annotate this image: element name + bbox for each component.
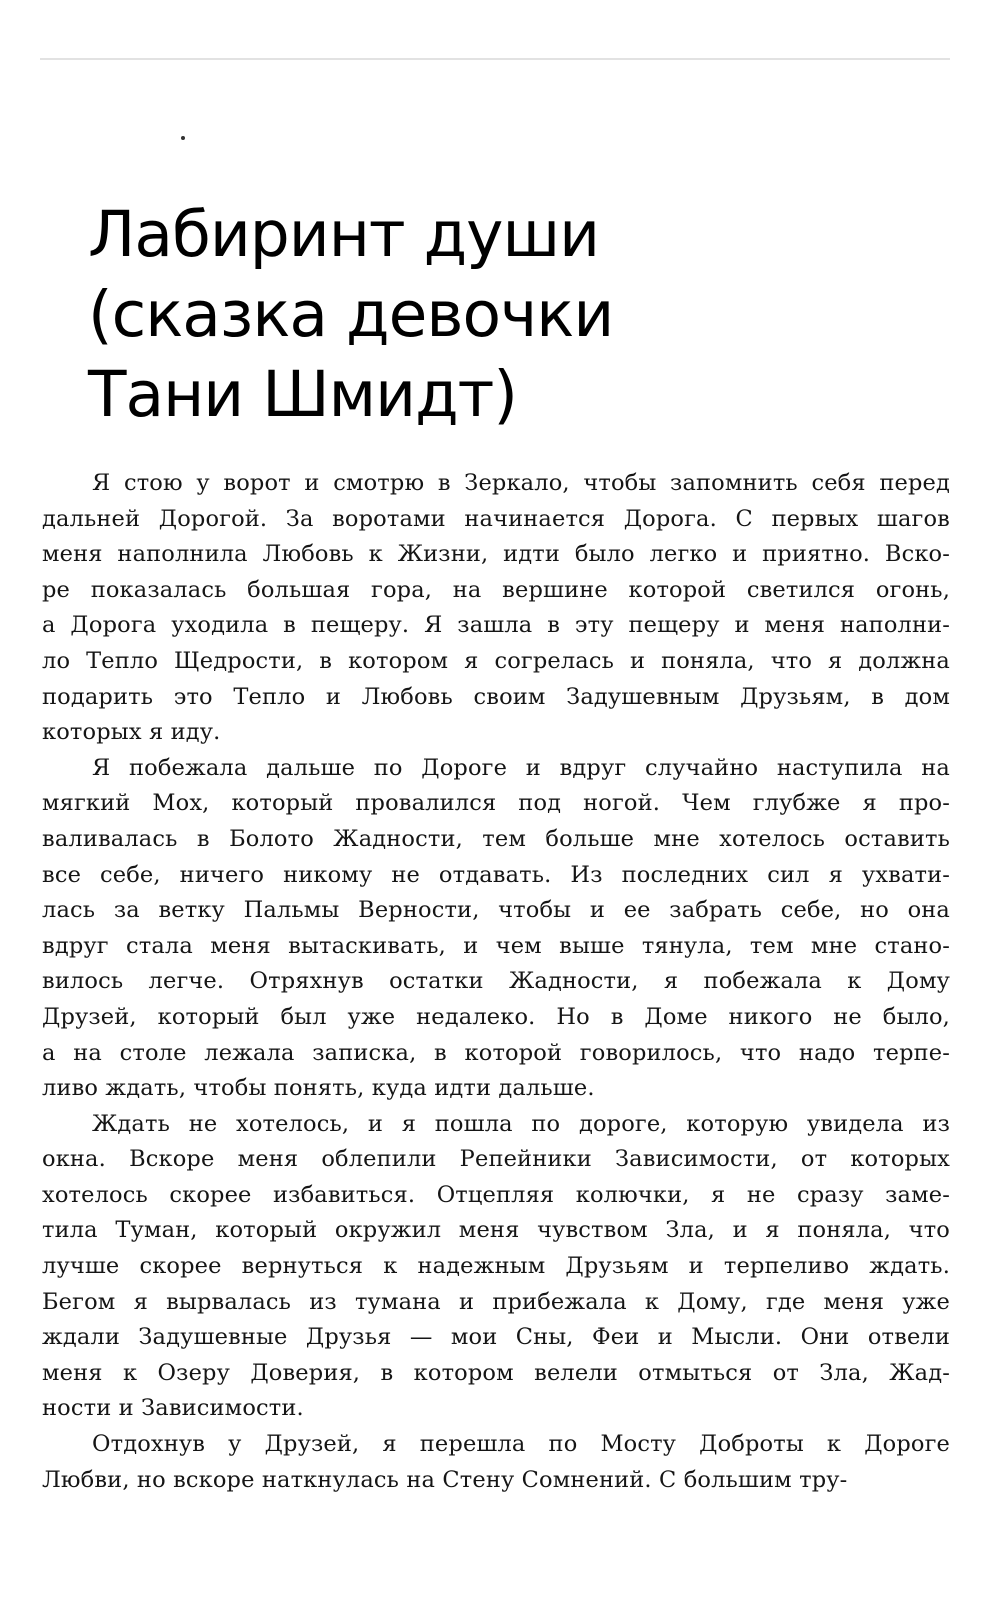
text-line: которых я иду.: [42, 719, 221, 746]
text-line: вилось легче. Отряхнув остатки Жадности, я побежала к Дому: [42, 968, 950, 995]
text-line: Ждать не хотелось, и я пошла по дороге, которую увидела из: [92, 1110, 950, 1137]
text-line: Я стою у ворот и смотрю в Зеркало, чтобы запомнить себя перед: [92, 470, 950, 496]
body-text: [42, 466, 950, 1498]
text-line: меня к Озеру Доверия, в котором велели отмыться от Зла, Жад-: [42, 1359, 950, 1386]
text-line: лучше скорее вернуться к надежным Друзьям и терпеливо ждать.: [42, 1253, 950, 1280]
text-line: Любви, но вскоре наткнулась на Стену Сомнений. С большим тру-: [42, 1466, 848, 1493]
text-line: ло Тепло Щедрости, в котором я согрелась и поняла, что я должна: [42, 647, 950, 674]
text-line: все себе, ничего никому не отдавать. Из последних сил я ухвати-: [42, 861, 950, 888]
text-line: хотелось скорее избавиться. Отцепляя колючки, я не сразу заме-: [42, 1181, 950, 1208]
text-line: а Дорога уходила в пещеру. Я зашла в эту пещеру и меня наполни-: [42, 612, 950, 639]
text-line: окна. Вскоре меня облепили Репейники Зависимости, от которых: [42, 1146, 950, 1173]
text-line: ливо ждать, чтобы понять, куда идти дальше.: [42, 1075, 595, 1102]
print-speck: [181, 136, 185, 140]
chapter-title: [88, 195, 848, 435]
paragraph: [42, 1427, 950, 1498]
text-line: тила Туман, который окружил меня чувством Зла, и я поняла, что: [42, 1217, 950, 1244]
paragraph: [42, 1107, 950, 1427]
text-line: Бегом я вырвалась из тумана и прибежала к Дому, где меня уже: [42, 1288, 950, 1315]
text-line: а на столе лежала записка, в которой говорилось, что надо терпе-: [42, 1039, 950, 1066]
text-line: Отдохнув у Друзей, я перешла по Мосту Доброты к Дороге: [92, 1431, 950, 1458]
text-line: меня наполнила Любовь к Жизни, идти было легко и приятно. Вско-: [42, 541, 950, 568]
text-line: Друзей, который был уже недалеко. Но в Доме никого не было,: [42, 1003, 950, 1030]
bleed-through-line: [40, 58, 950, 60]
text-line: ждали Задушевные Друзья — мои Сны, Феи и Мысли. Они отвели: [42, 1324, 950, 1351]
text-line: валивалась в Болото Жадности, тем больше мне хотелось оставить: [42, 825, 950, 852]
chapter-title-line: (сказка девочки: [88, 278, 614, 351]
text-line: мягкий Мох, который провалился под ногой. Чем глубже я про-: [42, 790, 950, 817]
text-line: Я побежала дальше по Дороге и вдруг случайно наступила на: [92, 754, 950, 781]
chapter-title-line: Тани Шмидт): [88, 358, 517, 431]
text-line: лась за ветку Пальмы Верности, чтобы и ее забрать себе, но она: [42, 897, 950, 924]
chapter-title-line: Лабиринт души: [88, 198, 600, 271]
text-line: ре показалась большая гора, на вершине которой светился огонь,: [42, 576, 950, 603]
text-line: вдруг стала меня вытаскивать, и чем выше тянула, тем мне стано-: [42, 932, 950, 959]
text-line: ности и Зависимости.: [42, 1395, 304, 1422]
paragraph: [42, 466, 950, 751]
text-line: дальней Дорогой. За воротами начинается Дорога. С первых шагов: [42, 505, 950, 532]
text-line: подарить это Тепло и Любовь своим Задушевным Друзьям, в дом: [42, 683, 950, 710]
paragraph: [42, 751, 950, 1107]
